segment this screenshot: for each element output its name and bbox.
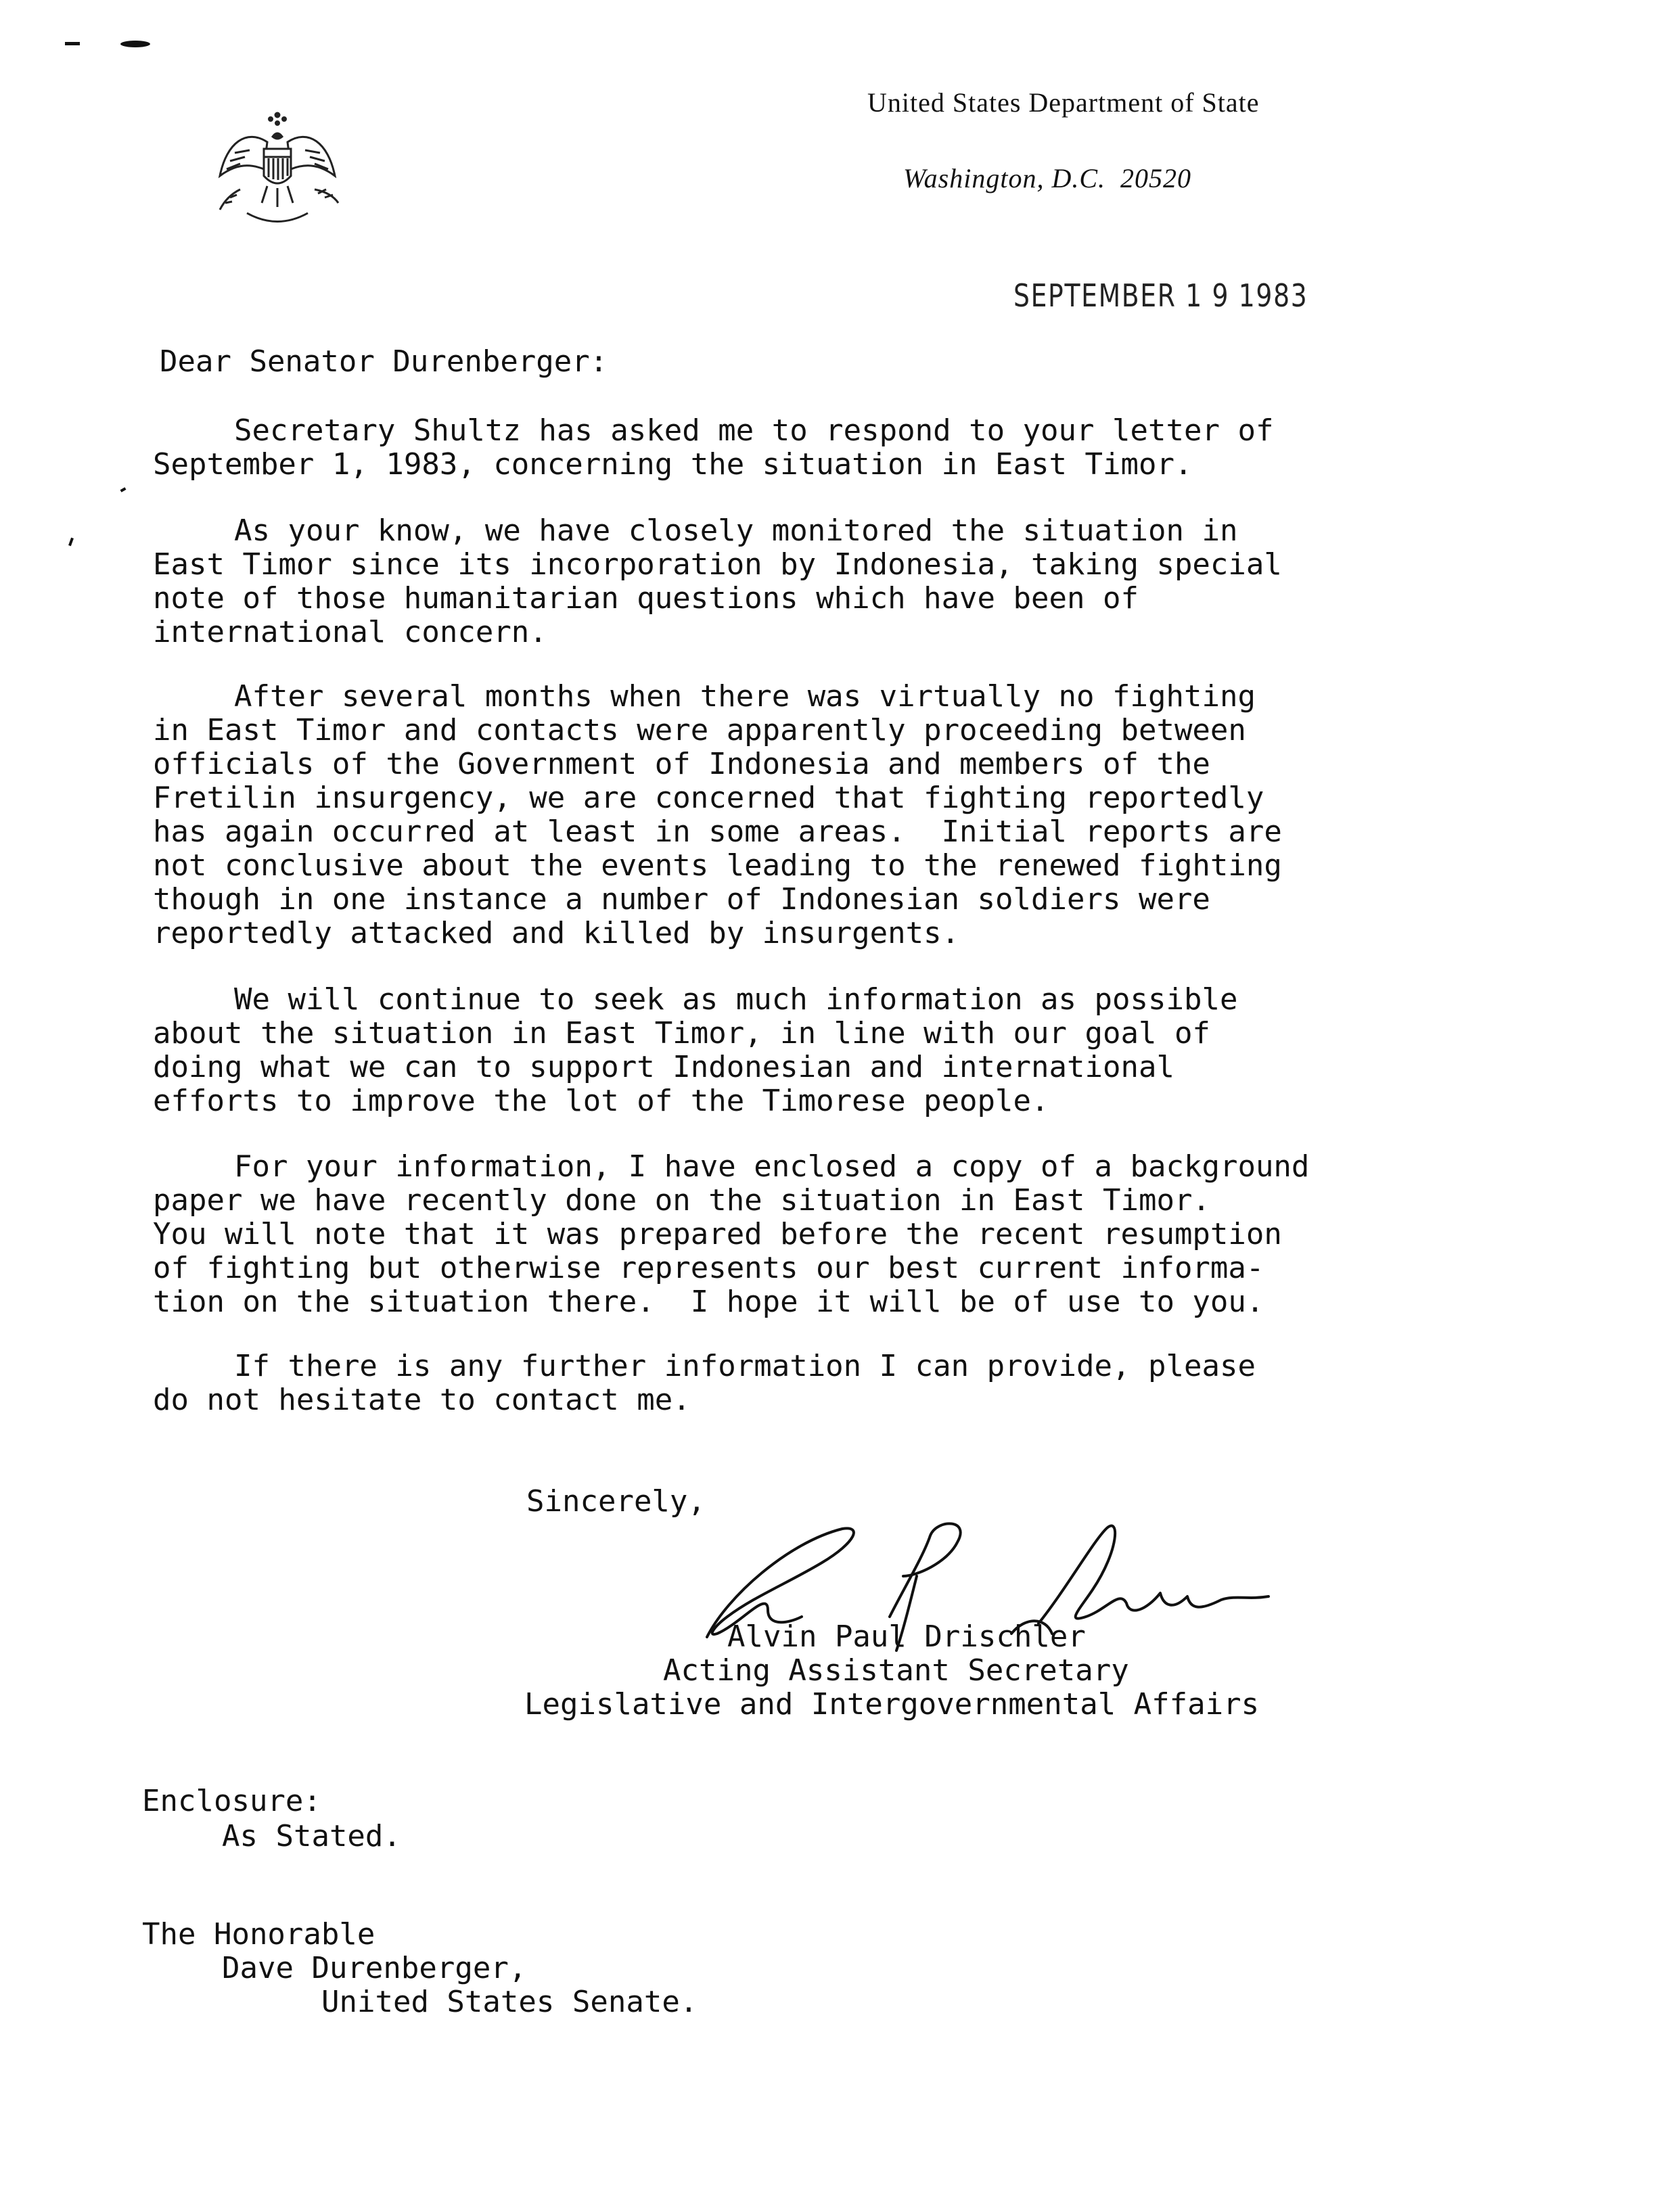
paragraph-line: reportedly attacked and killed by insurgents. — [153, 916, 960, 950]
letterhead-department: United States Department of State — [867, 87, 1260, 118]
paragraph-1 — [153, 414, 1438, 482]
paragraph-line: As your know, we have closely monitored the situation in — [234, 513, 1238, 548]
scan-mark — [68, 538, 74, 547]
addressee-line-3: United States Senate. — [321, 1985, 698, 2019]
letterhead-address: Washington, D.C. 20520 — [903, 163, 1192, 193]
signer-name: Alvin Paul Drischler — [727, 1619, 1086, 1654]
enclosure-label: Enclosure: — [142, 1784, 321, 1818]
paragraph-line: tion on the situation there. I hope it will be of use to you. — [153, 1285, 1264, 1319]
paragraph-line: After several months when there was virtually no fighting — [234, 679, 1256, 714]
addressee-line-2: Dave Durenberger, — [222, 1951, 527, 1985]
paragraph-line: We will continue to seek as much information as possible — [234, 982, 1238, 1017]
enclosure-text: As Stated. — [222, 1819, 401, 1853]
scan-mark — [120, 487, 127, 492]
paragraph-line: about the situation in East Timor, in line with our goal of — [153, 1016, 1210, 1051]
closing: Sincerely, — [526, 1484, 706, 1519]
paragraph-line: doing what we can to support Indonesian and international — [153, 1050, 1174, 1084]
paragraph-line: though in one instance a number of Indonesian soldiers were — [153, 882, 1210, 917]
paragraph-line: international concern. — [153, 615, 547, 649]
paragraph-line: You will note that it was prepared before the recent resumption — [153, 1217, 1282, 1251]
paragraph-line: not conclusive about the events leading to the renewed fighting — [153, 848, 1282, 883]
date-stamp: SEPTEMBER 1 9 1983 — [1013, 277, 1308, 314]
scan-mark — [65, 42, 80, 45]
paragraph-line: paper we have recently done on the situation in East Timor. — [153, 1183, 1210, 1218]
signer-office: Legislative and Intergovernmental Affairs — [524, 1687, 1260, 1722]
paragraph-line: has again occurred at least in some areas. Initial reports are — [153, 814, 1282, 849]
paragraph-4 — [153, 983, 1438, 1118]
paragraph-line: If there is any further information I can provide, please — [234, 1349, 1256, 1383]
department-seal-icon — [200, 101, 355, 239]
paragraph-line: For your information, I have enclosed a copy of a background — [234, 1149, 1310, 1184]
paragraph-5 — [153, 1150, 1438, 1319]
salutation: Dear Senator Durenberger: — [160, 344, 608, 379]
paragraph-line: in East Timor and contacts were apparently proceeding between — [153, 713, 1246, 747]
addressee-line-1: The Honorable — [142, 1917, 375, 1952]
paragraph-2 — [153, 514, 1438, 649]
paragraph-line: of fighting but otherwise represents our best current informa- — [153, 1251, 1264, 1285]
paragraph-line: Secretary Shultz has asked me to respond to your letter of — [234, 413, 1274, 448]
signer-title: Acting Assistant Secretary — [663, 1653, 1129, 1688]
paragraph-line: September 1, 1983, concerning the situation in East Timor. — [153, 447, 1193, 482]
paragraph-6 — [153, 1350, 1438, 1417]
paragraph-line: Fretilin insurgency, we are concerned that fighting reportedly — [153, 781, 1264, 815]
scan-mark — [120, 41, 150, 47]
paragraph-line: do not hesitate to contact me. — [153, 1383, 691, 1417]
paragraph-line: East Timor since its incorporation by Indonesia, taking special — [153, 547, 1282, 582]
paragraph-line: officials of the Government of Indonesia and members of the — [153, 747, 1210, 781]
paragraph-line: efforts to improve the lot of the Timorese people. — [153, 1084, 1049, 1118]
paragraph-3 — [153, 680, 1438, 950]
paragraph-line: note of those humanitarian questions which have been of — [153, 581, 1139, 616]
